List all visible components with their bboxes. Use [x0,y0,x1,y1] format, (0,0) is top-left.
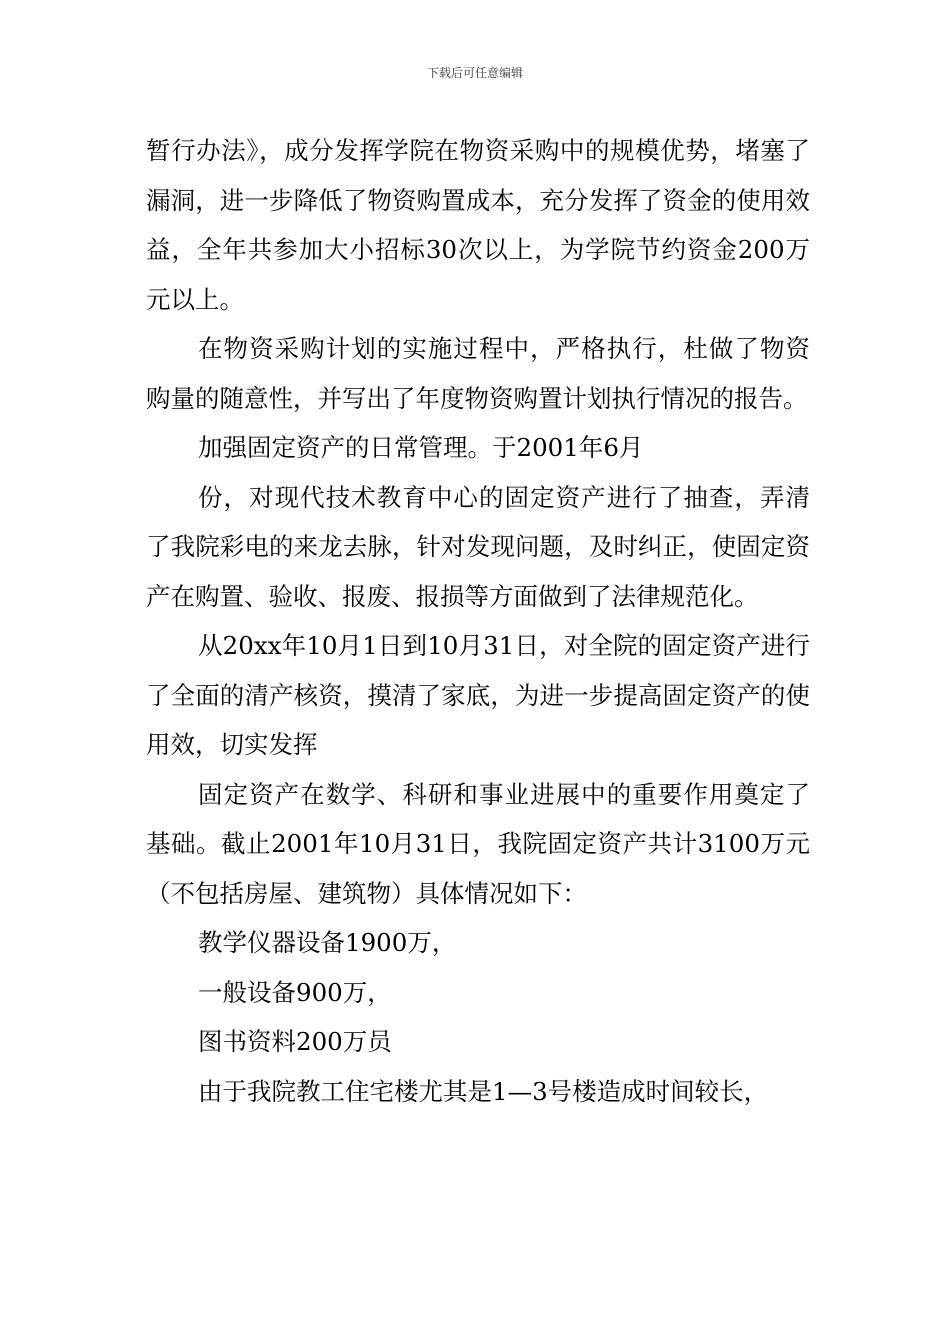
paragraph-5: 从20xx年10月1日到10月31日，对全院的固定资产进行了全面的清产核资，摸清了家底，为进一步提高固定资产的使用效，切实发挥 [146,631,810,759]
paragraph-8: 一般设备900万， [198,977,392,1007]
paragraph-9: 图书资料200万员 [198,1027,392,1056]
paragraph-7: 教学仪器设备1900万， [198,928,457,957]
paragraph-2: 在物资采购计划的实施过程中，严格执行，杜做了物资购量的随意性，并写出了年度物资购置计划执行情况的报告。 [146,334,810,413]
document-body [146,126,810,1116]
paragraph-3: 加强固定资产的日常管理。于2001年6月 [198,433,644,462]
page-header: 下载后可任意编辑 [426,66,523,80]
paragraph-4: 份，对现代技术教育中心的固定资产进行了抽查，弄清了我院彩电的来龙去脉，针对发现问题，及时纠正，使固定资产在购置、验收、报废、报损等方面做到了法律规范化。 [146,482,810,611]
paragraph-10: 由于我院教工住宅楼尤其是1—3号楼造成时间较长， [198,1076,769,1106]
paragraph-1: 暂行办法》，成分发挥学院在物资采购中的规模优势，堵塞了漏洞，进一步降低了物资购置成本，充分发挥了资金的使用效益，全年共参加大小招标30次以上，为学院节约资金200万元以上。 [146,136,810,314]
paragraph-6: 固定资产在数学、科研和事业进展中的重要作用奠定了基础。截止2001年10月31日，我院固定资产共计3100万元（不包括房屋、建筑物）具体情况如下： [146,779,810,908]
